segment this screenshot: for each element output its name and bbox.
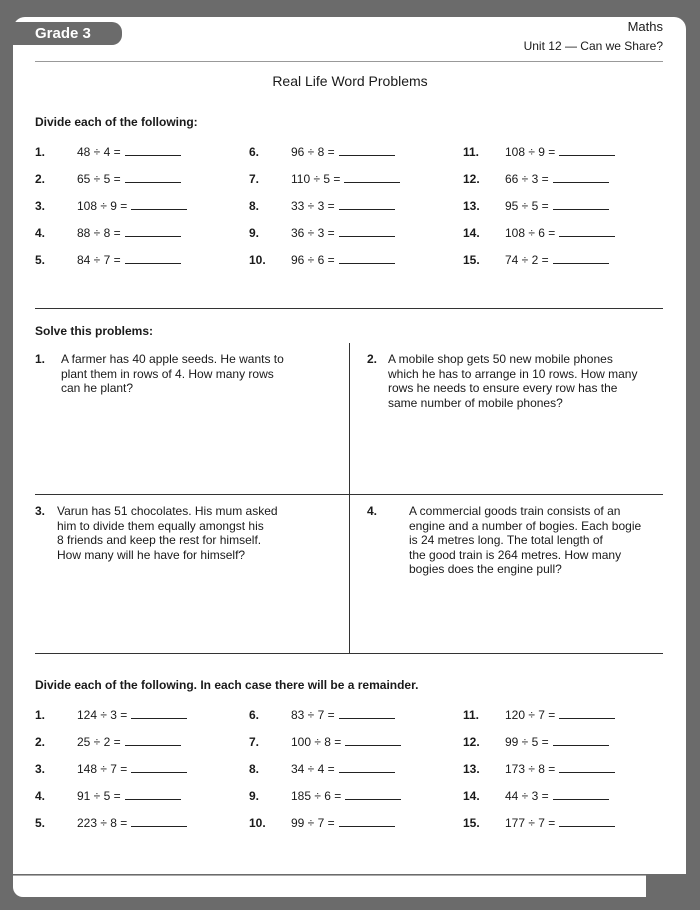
expression-text: 99 ÷ 7 = bbox=[291, 816, 335, 830]
problem-expression bbox=[505, 145, 615, 159]
expression-text: 173 ÷ 8 = bbox=[505, 762, 556, 776]
answer-blank[interactable] bbox=[125, 172, 181, 183]
answer-blank[interactable] bbox=[131, 708, 187, 719]
problem-expression bbox=[505, 172, 609, 186]
problem-number: 9. bbox=[249, 226, 260, 240]
expression-text: 83 ÷ 7 = bbox=[291, 708, 335, 722]
problem-number: 1. bbox=[35, 352, 46, 366]
expression-text: 33 ÷ 3 = bbox=[291, 199, 335, 213]
problem-expression bbox=[505, 226, 615, 240]
worksheet-title: Real Life Word Problems bbox=[272, 73, 428, 89]
expression-text: 34 ÷ 4 = bbox=[291, 762, 335, 776]
problem-number: 11. bbox=[463, 708, 480, 722]
problem-number: 13. bbox=[463, 199, 480, 213]
problem-number: 3. bbox=[35, 504, 46, 518]
problem-text-line: How many will he have for himself? bbox=[57, 547, 246, 562]
problem-text-line: which he has to arrange in 10 rows. How many bbox=[388, 366, 638, 381]
problem-expression bbox=[77, 253, 181, 267]
expression-text: 108 ÷ 9 = bbox=[77, 199, 128, 213]
problem-number: 8. bbox=[249, 199, 260, 213]
answer-blank[interactable] bbox=[553, 735, 609, 746]
expression-text: 100 ÷ 8 = bbox=[291, 735, 342, 749]
problem-text-line: is 24 metres long. The total length of bbox=[409, 533, 603, 547]
expression-text: 95 ÷ 5 = bbox=[505, 199, 549, 213]
answer-blank[interactable] bbox=[345, 789, 401, 800]
problem-text-line: him to divide them equally amongst his bbox=[57, 518, 264, 533]
answer-blank[interactable] bbox=[559, 226, 615, 237]
problem-expression bbox=[291, 253, 395, 267]
problem-expression bbox=[291, 708, 395, 722]
section3-heading: Divide each of the following. In each case there will be a remainder. bbox=[35, 678, 419, 692]
problem-expression bbox=[505, 735, 609, 749]
problem-number: 5. bbox=[35, 253, 46, 267]
problem-number: 12. bbox=[463, 172, 480, 186]
problem-text-line: A farmer has 40 apple seeds. He wants to bbox=[61, 352, 284, 366]
expression-text: 108 ÷ 6 = bbox=[505, 226, 556, 240]
problem-number: 8. bbox=[249, 762, 260, 776]
problem-text-line: can he plant? bbox=[61, 381, 134, 395]
problem-number: 6. bbox=[249, 145, 260, 159]
problem-number: 4. bbox=[35, 226, 46, 240]
section2-heading: Solve this problems: bbox=[35, 324, 154, 338]
problem-expression bbox=[505, 708, 615, 722]
problem-expression bbox=[77, 199, 187, 213]
grade-tab: Grade 3 bbox=[13, 22, 122, 45]
problem-number: 14. bbox=[463, 789, 480, 803]
answer-blank[interactable] bbox=[339, 762, 395, 773]
expression-text: 65 ÷ 5 = bbox=[77, 172, 121, 186]
problem-expression bbox=[77, 172, 181, 186]
answer-blank[interactable] bbox=[339, 226, 395, 237]
problem-expression bbox=[77, 226, 181, 240]
problem-expression bbox=[505, 762, 615, 776]
answer-blank[interactable] bbox=[339, 816, 395, 827]
section-divider bbox=[35, 308, 663, 309]
grid-vertical-divider bbox=[349, 343, 350, 653]
problem-expression bbox=[77, 145, 181, 159]
problem-number: 2. bbox=[367, 352, 378, 366]
problem-number: 2. bbox=[35, 172, 46, 186]
answer-blank[interactable] bbox=[125, 253, 181, 264]
problem-expression bbox=[77, 735, 181, 749]
expression-text: 44 ÷ 3 = bbox=[505, 789, 549, 803]
problem-text-line: Varun has 51 chocolates. His mum asked bbox=[57, 504, 278, 518]
problem-number: 14. bbox=[463, 226, 480, 240]
expression-text: 88 ÷ 8 = bbox=[77, 226, 121, 240]
section-divider bbox=[35, 653, 663, 654]
expression-text: 91 ÷ 5 = bbox=[77, 789, 121, 803]
answer-blank[interactable] bbox=[125, 226, 181, 237]
problem-text-line: 8 friends and keep the rest for himself. bbox=[57, 533, 262, 547]
answer-blank[interactable] bbox=[339, 708, 395, 719]
expression-text: 110 ÷ 5 = bbox=[291, 172, 341, 186]
answer-blank[interactable] bbox=[553, 172, 609, 183]
problem-text-line: A commercial goods train consists of an bbox=[409, 504, 621, 518]
answer-blank[interactable] bbox=[345, 735, 401, 746]
problem-number: 4. bbox=[35, 789, 46, 803]
problem-text-line: the good train is 264 metres. How many bbox=[409, 547, 622, 562]
expression-text: 96 ÷ 8 = bbox=[291, 145, 335, 159]
answer-blank[interactable] bbox=[125, 789, 181, 800]
problem-expression bbox=[505, 789, 609, 803]
problem-number: 13. bbox=[463, 762, 480, 776]
problem-text-line: rows he needs to ensure every row has the bbox=[388, 381, 618, 395]
grid-horizontal-divider bbox=[35, 494, 663, 495]
answer-blank[interactable] bbox=[125, 145, 181, 156]
problem-number: 3. bbox=[35, 762, 46, 776]
answer-blank[interactable] bbox=[553, 789, 609, 800]
problem-expression bbox=[505, 816, 615, 830]
answer-blank[interactable] bbox=[553, 199, 609, 210]
problem-number: 7. bbox=[249, 735, 260, 749]
problem-expression bbox=[291, 145, 395, 159]
expression-text: 66 ÷ 3 = bbox=[505, 172, 549, 186]
problem-text-line: engine and a number of bogies. Each bogie bbox=[409, 518, 642, 533]
answer-blank[interactable] bbox=[559, 762, 615, 773]
problem-number: 6. bbox=[249, 708, 260, 722]
problem-number: 12. bbox=[463, 735, 480, 749]
answer-blank[interactable] bbox=[131, 762, 187, 773]
problem-text-line: A mobile shop gets 50 new mobile phones bbox=[388, 352, 613, 366]
answer-blank[interactable] bbox=[125, 735, 181, 746]
expression-text: 120 ÷ 7 = bbox=[505, 708, 556, 722]
problem-number: 2. bbox=[35, 735, 46, 749]
problem-expression bbox=[77, 762, 187, 776]
problem-number: 5. bbox=[35, 816, 46, 830]
problem-expression bbox=[505, 253, 609, 267]
answer-blank[interactable] bbox=[559, 145, 615, 156]
problem-expression bbox=[291, 789, 401, 803]
problem-expression bbox=[77, 789, 181, 803]
problem-number: 11. bbox=[463, 145, 480, 159]
answer-blank[interactable] bbox=[131, 199, 187, 210]
expression-text: 108 ÷ 9 = bbox=[505, 145, 556, 159]
expression-text: 223 ÷ 8 = bbox=[77, 816, 128, 830]
page-fold bbox=[13, 875, 646, 897]
problem-number: 10. bbox=[249, 253, 266, 267]
expression-text: 148 ÷ 7 = bbox=[77, 762, 128, 776]
expression-text: 177 ÷ 7 = bbox=[505, 816, 556, 830]
problem-text-line: same number of mobile phones? bbox=[388, 395, 563, 410]
section1-heading: Divide each of the following: bbox=[35, 115, 198, 129]
answer-blank[interactable] bbox=[339, 199, 395, 210]
answer-blank[interactable] bbox=[131, 816, 187, 827]
expression-text: 74 ÷ 2 = bbox=[505, 253, 549, 267]
problem-number: 3. bbox=[35, 199, 46, 213]
problem-text bbox=[409, 504, 641, 577]
expression-text: 36 ÷ 3 = bbox=[291, 226, 335, 240]
problem-expression bbox=[291, 762, 395, 776]
problem-number: 9. bbox=[249, 789, 260, 803]
answer-blank[interactable] bbox=[553, 253, 609, 264]
unit-label: Unit 12 — Can we Share? bbox=[523, 39, 663, 53]
answer-blank[interactable] bbox=[559, 708, 615, 719]
expression-text: 99 ÷ 5 = bbox=[505, 735, 549, 749]
problem-number: 7. bbox=[249, 172, 260, 186]
header-divider bbox=[35, 61, 663, 62]
problem-number: 4. bbox=[367, 504, 378, 518]
problem-text bbox=[57, 504, 278, 562]
problem-expression bbox=[291, 199, 395, 213]
problem-text-line: bogies does the engine pull? bbox=[409, 562, 562, 576]
problem-number: 15. bbox=[463, 253, 480, 267]
problem-expression bbox=[291, 735, 401, 749]
expression-text: 48 ÷ 4 = bbox=[77, 145, 121, 159]
answer-blank[interactable] bbox=[339, 253, 395, 264]
expression-text: 84 ÷ 7 = bbox=[77, 253, 121, 267]
expression-text: 25 ÷ 2 = bbox=[77, 735, 121, 749]
problem-number: 15. bbox=[463, 816, 480, 830]
problem-expression bbox=[77, 816, 187, 830]
problem-expression bbox=[291, 226, 395, 240]
problem-number: 10. bbox=[249, 816, 266, 830]
problem-number: 1. bbox=[35, 708, 46, 722]
expression-text: 124 ÷ 3 = bbox=[77, 708, 128, 722]
expression-text: 185 ÷ 6 = bbox=[291, 789, 342, 803]
problem-expression bbox=[77, 708, 187, 722]
answer-blank[interactable] bbox=[559, 816, 615, 827]
answer-blank[interactable] bbox=[344, 172, 400, 183]
problem-number: 1. bbox=[35, 145, 46, 159]
problem-text bbox=[388, 352, 637, 410]
problem-text-line: plant them in rows of 4. How many rows bbox=[61, 366, 274, 381]
answer-blank[interactable] bbox=[339, 145, 395, 156]
problem-expression bbox=[505, 199, 609, 213]
subject-label: Maths bbox=[627, 19, 663, 34]
problem-expression bbox=[291, 172, 400, 186]
expression-text: 96 ÷ 6 = bbox=[291, 253, 335, 267]
problem-text bbox=[61, 352, 284, 396]
problem-expression bbox=[291, 816, 395, 830]
